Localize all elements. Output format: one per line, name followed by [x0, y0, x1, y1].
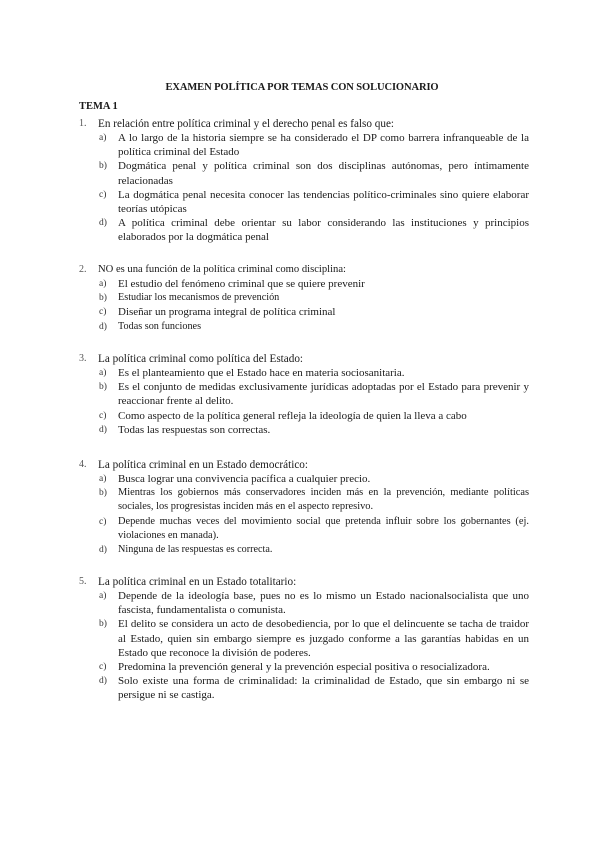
question-block	[79, 458, 529, 557]
option-text: Solo existe una forma de criminalidad: la criminalidad de Estado, que sin embargo ni se persigue ni se castiga.	[118, 675, 529, 702]
answer-option	[79, 380, 529, 408]
question-text: La política criminal como política del Estado:	[98, 353, 304, 365]
question-line	[79, 575, 529, 589]
option-letter: a)	[99, 368, 107, 378]
answer-option	[79, 543, 529, 557]
option-letter: b)	[99, 382, 107, 393]
option-letter: a)	[99, 591, 107, 601]
option-text: Busca lograr una convivencia pacífica a cualquier precio.	[118, 473, 371, 485]
option-text: Depende de la ideología base, pues no es lo mismo un Estado nacionalsocialista que uno fascista, fundamentalista o comunista.	[118, 590, 529, 617]
question-block	[79, 352, 529, 437]
answer-option	[79, 660, 529, 674]
option-text: Mientras los gobiernos más conservadores inciden más en la prevención, mediante políticas sociales, los progresistas inciden más en el aspecto represivo.	[118, 487, 529, 513]
option-letter: c)	[99, 662, 107, 673]
question-number: 3.	[79, 353, 87, 364]
question-number: 1.	[79, 118, 87, 129]
question-text: En relación entre política criminal y el derecho penal es falso que:	[98, 118, 395, 130]
question-number: 2.	[79, 264, 87, 275]
question-text: NO es una función de la política criminal como disciplina:	[98, 264, 347, 275]
answer-option	[79, 589, 529, 617]
option-letter: c)	[99, 410, 107, 421]
question-block	[79, 575, 529, 703]
question-number: 5.	[79, 576, 87, 587]
answer-option	[79, 320, 529, 334]
option-text: Es el conjunto de medidas exclusivamente jurídicas adoptadas por el Estado para prevenir y reaccionar frente al delito.	[118, 381, 529, 408]
section-heading: TEMA 1	[79, 101, 118, 112]
option-letter: d)	[99, 218, 107, 229]
question-number: 4.	[79, 459, 87, 470]
question-line	[79, 352, 529, 366]
answer-option	[79, 409, 529, 423]
option-text: A lo largo de la historia siempre se ha considerado el DP como barrera infranqueable de la política criminal del Estado	[118, 132, 529, 159]
option-text: Todas son funciones	[118, 320, 202, 332]
option-letter: b)	[99, 293, 107, 304]
option-text: El delito se considera un acto de desobediencia, por lo que el delincuente se tacha de traidor al Estado, quien sin embargo siempre es juzgado conforme a las garantías habidas en un Estado que reconoce la división de poderes.	[118, 618, 529, 659]
answer-option	[79, 472, 529, 486]
question-block	[79, 117, 529, 245]
question-line	[79, 458, 529, 472]
option-text: Predomina la prevención general y la prevención especial positiva o resocializadora.	[118, 661, 490, 674]
question-text: La política criminal en un Estado democrático:	[98, 459, 309, 471]
answer-option	[79, 188, 529, 216]
document-title: EXAMEN POLÍTICA POR TEMAS CON SOLUCIONARIO	[165, 82, 439, 93]
answer-option	[79, 216, 529, 244]
answer-option	[79, 617, 529, 660]
answer-option	[79, 305, 529, 319]
answer-option	[79, 291, 529, 305]
option-text: El estudio del fenómeno criminal que se quiere prevenir	[118, 278, 365, 290]
option-text: Dogmática penal y política criminal son dos disciplinas autónomas, pero íntimamente relacionadas	[118, 160, 529, 187]
answer-option	[79, 277, 529, 291]
option-letter: a)	[99, 133, 107, 143]
option-text: A política criminal debe orientar su labor considerando las instituciones y principios elaborados por la dogmática penal	[118, 217, 529, 244]
option-letter: c)	[99, 516, 107, 527]
question-line	[79, 117, 529, 131]
option-letter: a)	[99, 474, 107, 484]
question-block	[79, 263, 529, 334]
option-text: Ninguna de las respuestas es correcta.	[118, 544, 273, 556]
option-letter: b)	[99, 619, 107, 630]
answer-option	[79, 486, 529, 514]
option-text: Depende muchas veces del movimiento social que pretenda influir sobre los gobernantes (ej. violaciones en manada).	[118, 515, 529, 541]
option-text: La dogmática penal necesita conocer las tendencias político-criminales sino quiere elaborar teorías utópicas	[118, 188, 529, 216]
answer-option	[79, 423, 529, 437]
option-letter: c)	[99, 307, 107, 318]
option-letter: c)	[99, 189, 107, 200]
question-text: La política criminal en un Estado totalitario:	[98, 576, 297, 588]
option-letter: d)	[99, 545, 107, 556]
question-line	[79, 263, 529, 277]
answer-option	[79, 366, 529, 380]
option-text: Todas las respuestas son correctas.	[118, 423, 271, 436]
option-letter: d)	[99, 424, 107, 435]
answer-option	[79, 131, 529, 159]
option-text: Diseñar un programa integral de política criminal	[118, 306, 336, 319]
option-letter: d)	[99, 676, 107, 687]
option-text: Es el planteamiento que el Estado hace en materia sociosanitaria.	[118, 367, 405, 379]
answer-option	[79, 515, 529, 543]
option-text: Como aspecto de la política general refleja la ideología de quien la lleva a cabo	[118, 409, 467, 422]
option-letter: b)	[99, 488, 107, 499]
option-letter: b)	[99, 161, 107, 172]
option-text: Estudiar los mecanismos de prevención	[118, 292, 280, 304]
answer-option	[79, 674, 529, 702]
answer-option	[79, 159, 529, 187]
option-letter: d)	[99, 321, 107, 332]
option-letter: a)	[99, 279, 107, 289]
